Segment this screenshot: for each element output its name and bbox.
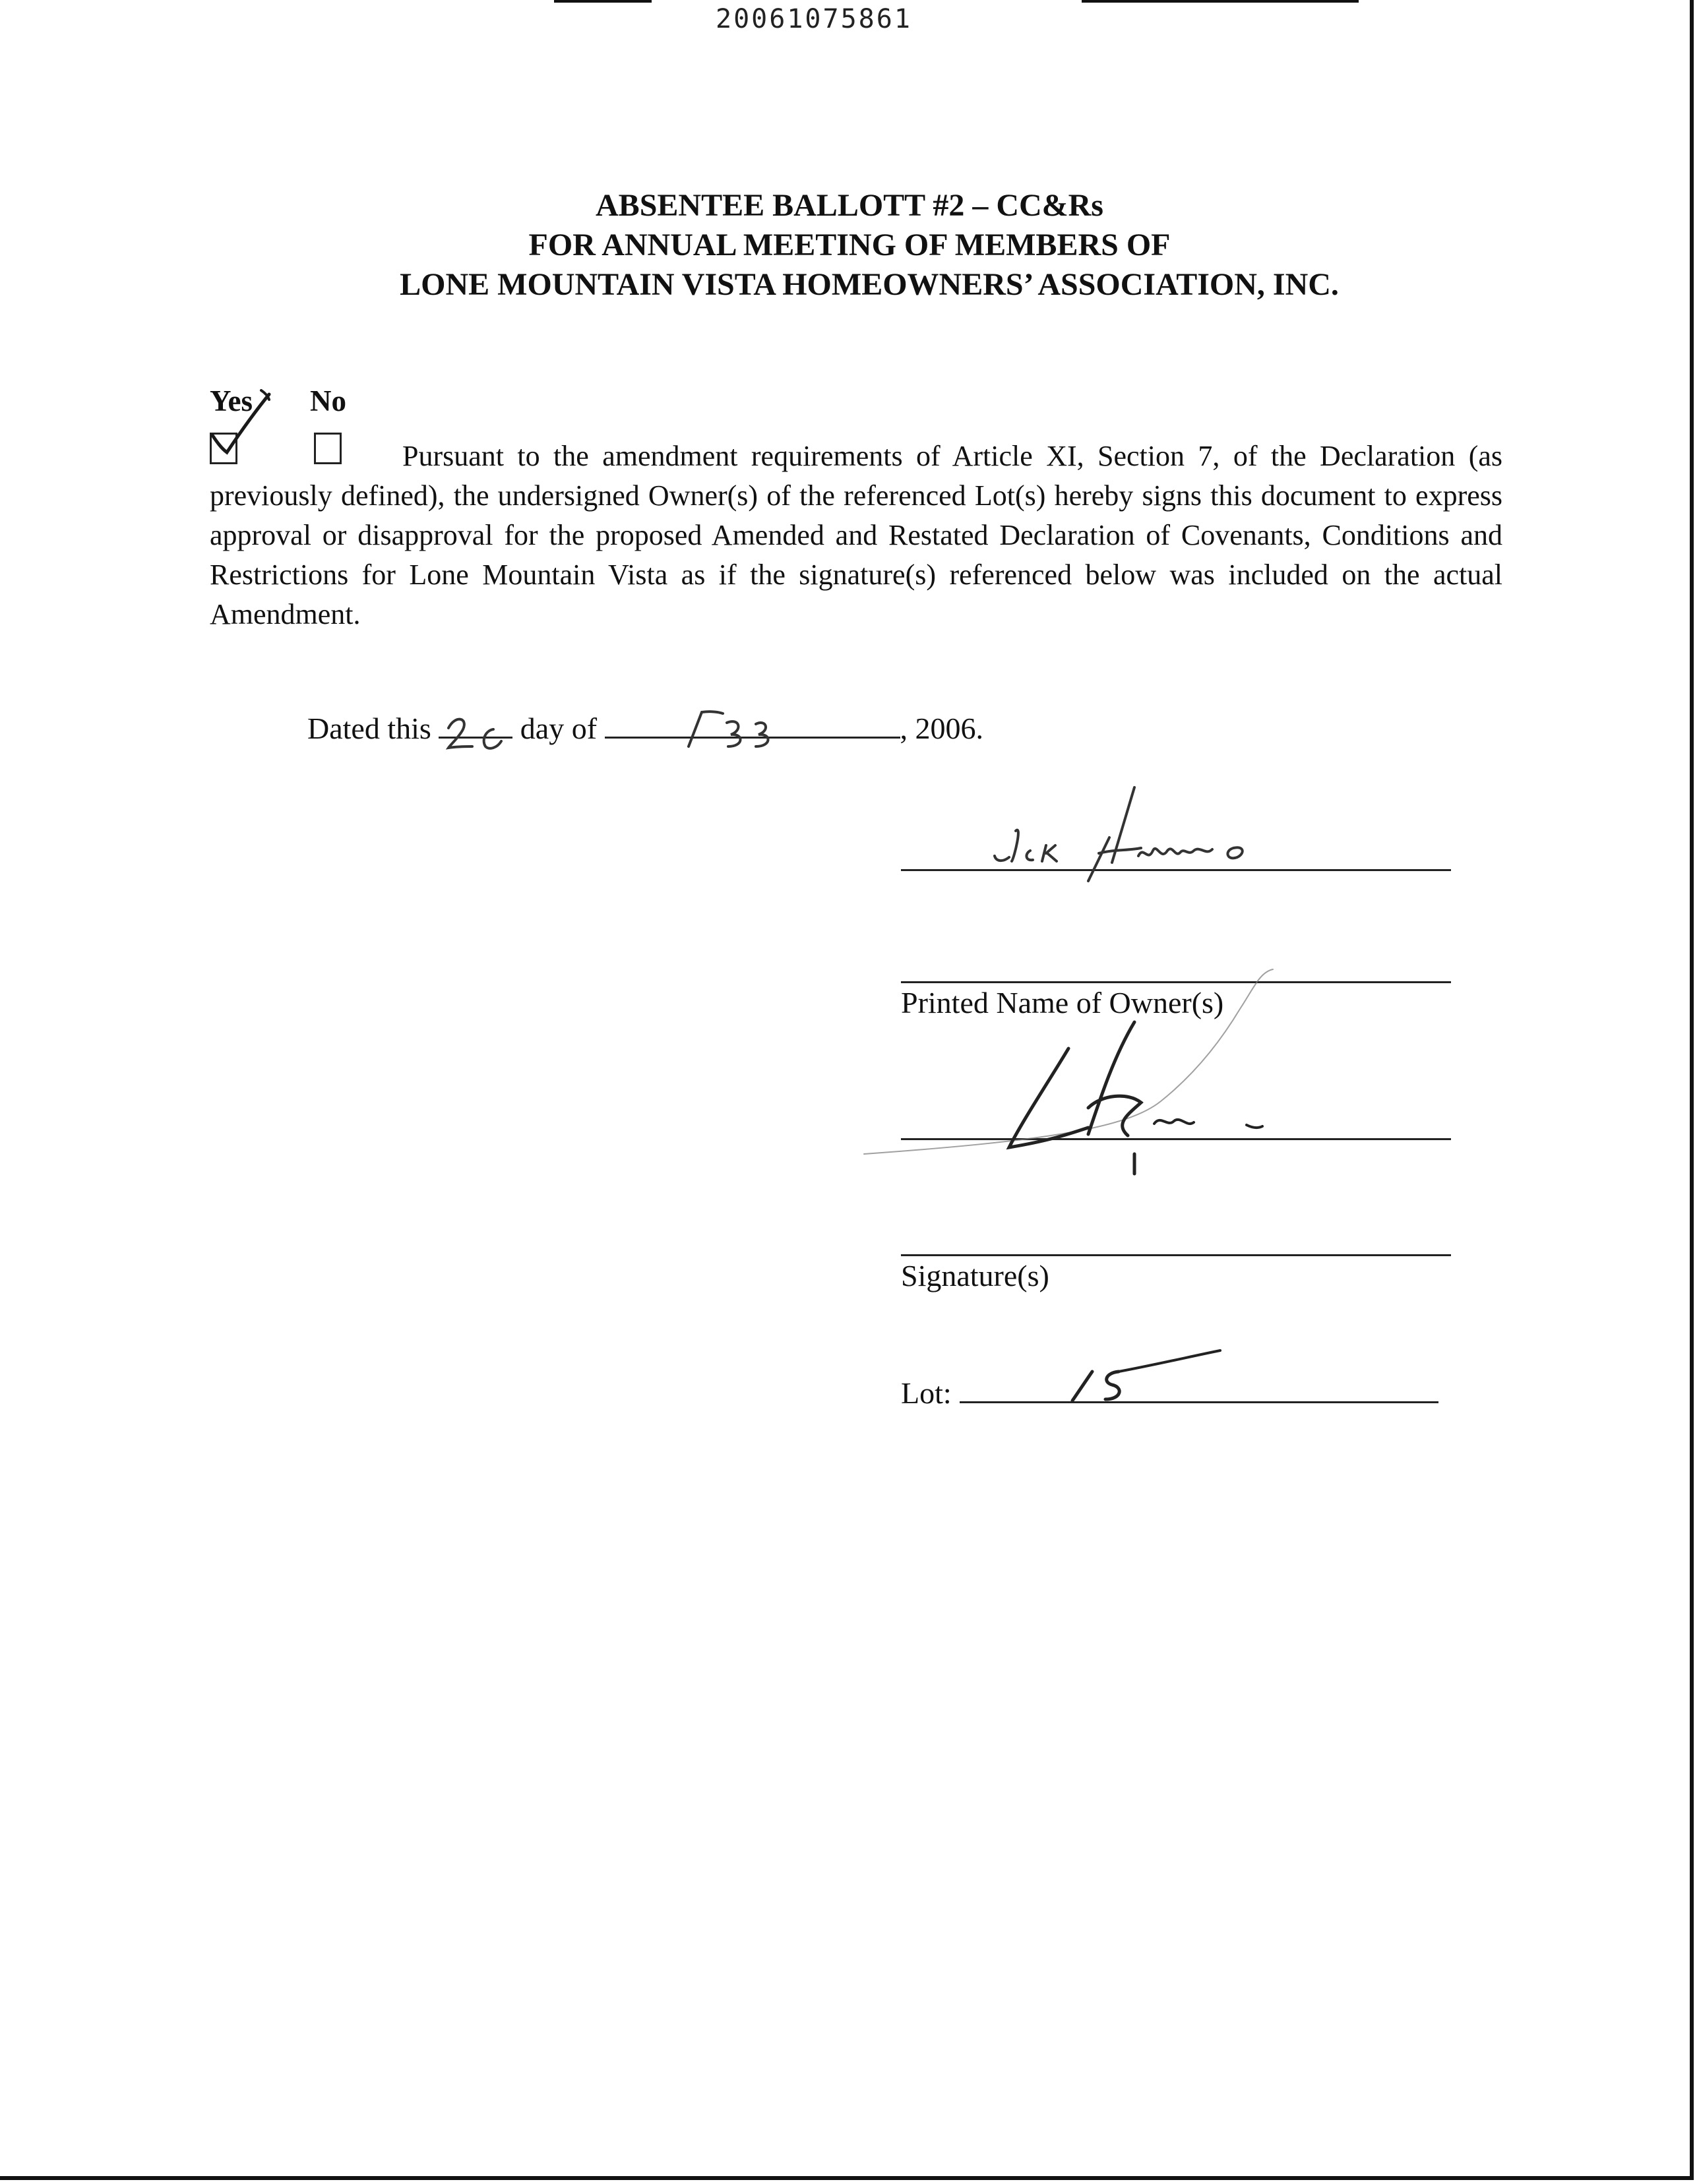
no-label: No [310,384,346,417]
scan-artifact-top-left [554,0,652,3]
amendment-paragraph: Pursuant to the amendment requirements of Article XI, Section 7, of the Declaration (as previously defined), the undersigned Owner(s) of the referenced Lot(s) hereby signs this document to express approval or disapproval for the proposed Amended and Restated Declaration of Covenants, Conditions and Restrictions for Lone Mountain Vista as if the signature(s) referenced below was included on the actual Amendment. [210,440,1502,630]
year-text: , 2006. [900,712,984,745]
title-line-1: ABSENTEE BALLOTT #2 – CC&Rs [596,188,1103,223]
lot-label: Lot: [901,1376,952,1410]
day-of-text: day of [520,712,598,745]
signature-line-2[interactable] [901,1254,1451,1256]
printed-name-label: Printed Name of Owner(s) [901,986,1224,1019]
scan-artifact-top-right [1082,0,1359,3]
document-number: 20061075861 [716,4,912,34]
handwritten-day-icon [442,708,514,754]
dated-prefix: Dated this [307,712,431,745]
handwritten-signature-icon [851,963,1313,1180]
scan-border-right [1690,0,1694,2176]
signature-label: Signature(s) [901,1259,1049,1292]
ballot-title [0,186,1699,305]
title-line-3: LONE MOUNTAIN VISTA HOMEOWNERS’ ASSOCIATION, INC. [400,267,1339,302]
yes-label: Yes [210,384,253,417]
scan-border-bottom [0,2176,1694,2180]
handwritten-printed-name-icon [983,785,1326,884]
dated-line [307,711,983,746]
title-line-2: FOR ANNUAL MEETING OF MEMBERS OF [528,228,1171,262]
handwritten-month-icon [679,700,798,753]
handwritten-lot-number-icon [1055,1345,1227,1405]
